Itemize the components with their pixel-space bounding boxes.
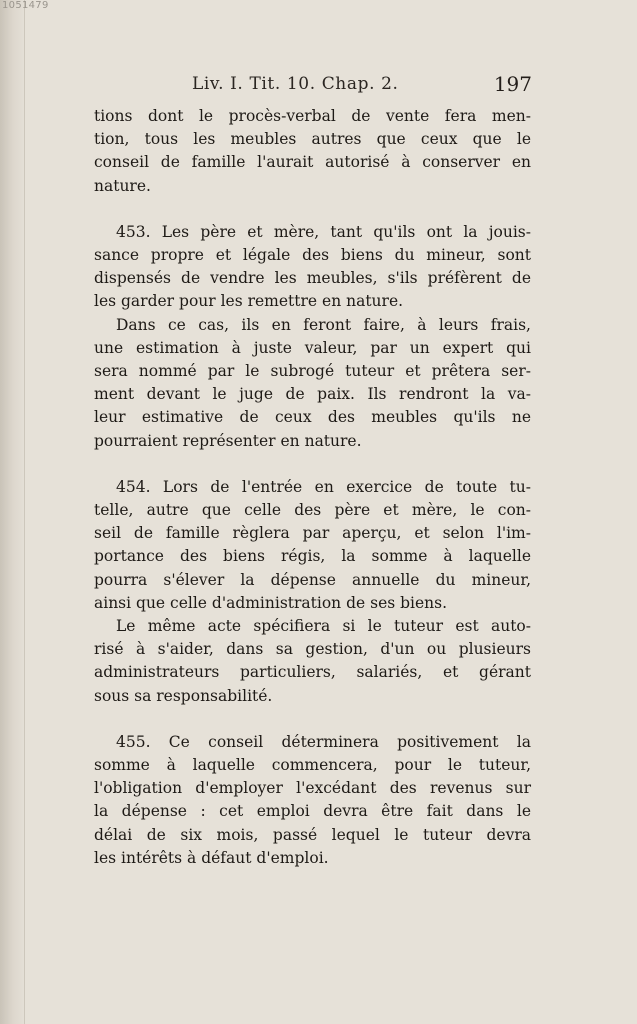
text-line: l'obligation d'employer l'excédant des revenus sur <box>94 779 531 798</box>
article-454 <box>94 476 531 615</box>
text-line: leur estimative de ceux des meubles qu'ils ne <box>94 408 531 427</box>
scan-identifier: 1051479 <box>2 0 49 11</box>
running-head-title: Liv. I. Tit. 10. Chap. 2. <box>192 74 399 94</box>
article-455 <box>94 731 531 870</box>
text-line: ainsi que celle d'administration de ses biens. <box>94 593 448 612</box>
page-gutter <box>0 0 25 1024</box>
text-line: les intérêts à défaut d'emploi. <box>94 848 329 867</box>
text-line: sera nommé par le subrogé tuteur et prêtera ser- <box>94 362 531 381</box>
text-line: pourra s'élever la dépense annuelle du mineur, <box>94 570 531 589</box>
article-454-continued <box>94 615 531 708</box>
text-line: dispensés de vendre les meubles, s'ils préfèrent de <box>94 269 531 288</box>
text-line: tions dont le procès-verbal de vente fera men- <box>94 107 531 125</box>
text-line: risé à s'aider, dans sa gestion, d'un ou plusieurs <box>94 640 531 659</box>
text-line: ment devant le juge de paix. Ils rendront la va- <box>94 385 531 404</box>
body-text <box>94 105 531 870</box>
text-line: sous sa responsabilité. <box>94 686 273 705</box>
paragraph-continuation <box>94 105 531 198</box>
text-line: sance propre et légale des biens du mineur, sont <box>94 246 531 265</box>
page-number: 197 <box>493 72 532 96</box>
running-head <box>186 74 536 98</box>
text-line: les garder pour les remettre en nature. <box>94 292 404 311</box>
text-line: telle, autre que celle des père et mère, le con- <box>94 501 531 520</box>
text-line: une estimation à juste valeur, par un expert qui <box>94 338 531 357</box>
text-line: nature. <box>94 176 151 195</box>
text-line: 453. Les père et mère, tant qu'ils ont la jouis- <box>116 222 531 241</box>
text-line: tion, tous les meubles autres que ceux que le <box>94 130 531 149</box>
text-line: délai de six mois, passé lequel le tuteur devra <box>94 825 531 844</box>
text-line: seil de famille règlera par aperçu, et selon l'im- <box>94 524 531 543</box>
article-453-continued <box>94 314 531 453</box>
text-line: 454. Lors de l'entrée en exercice de toute tu- <box>116 477 531 496</box>
text-line: administrateurs particuliers, salariés, et gérant <box>94 663 531 682</box>
article-453 <box>94 221 531 314</box>
text-line: Le même acte spécifiera si le tuteur est auto- <box>116 617 531 636</box>
text-line: conseil de famille l'aurait autorisé à conserver en <box>94 153 531 172</box>
text-line: Dans ce cas, ils en feront faire, à leurs frais, <box>116 315 531 334</box>
text-line: la dépense : cet emploi devra être fait dans le <box>94 802 531 821</box>
text-line: somme à laquelle commencera, pour le tuteur, <box>94 756 531 775</box>
text-line: 455. Ce conseil déterminera positivement la <box>116 732 531 751</box>
text-line: pourraient représenter en nature. <box>94 431 362 450</box>
text-line: portance des biens régis, la somme à laquelle <box>94 547 531 566</box>
